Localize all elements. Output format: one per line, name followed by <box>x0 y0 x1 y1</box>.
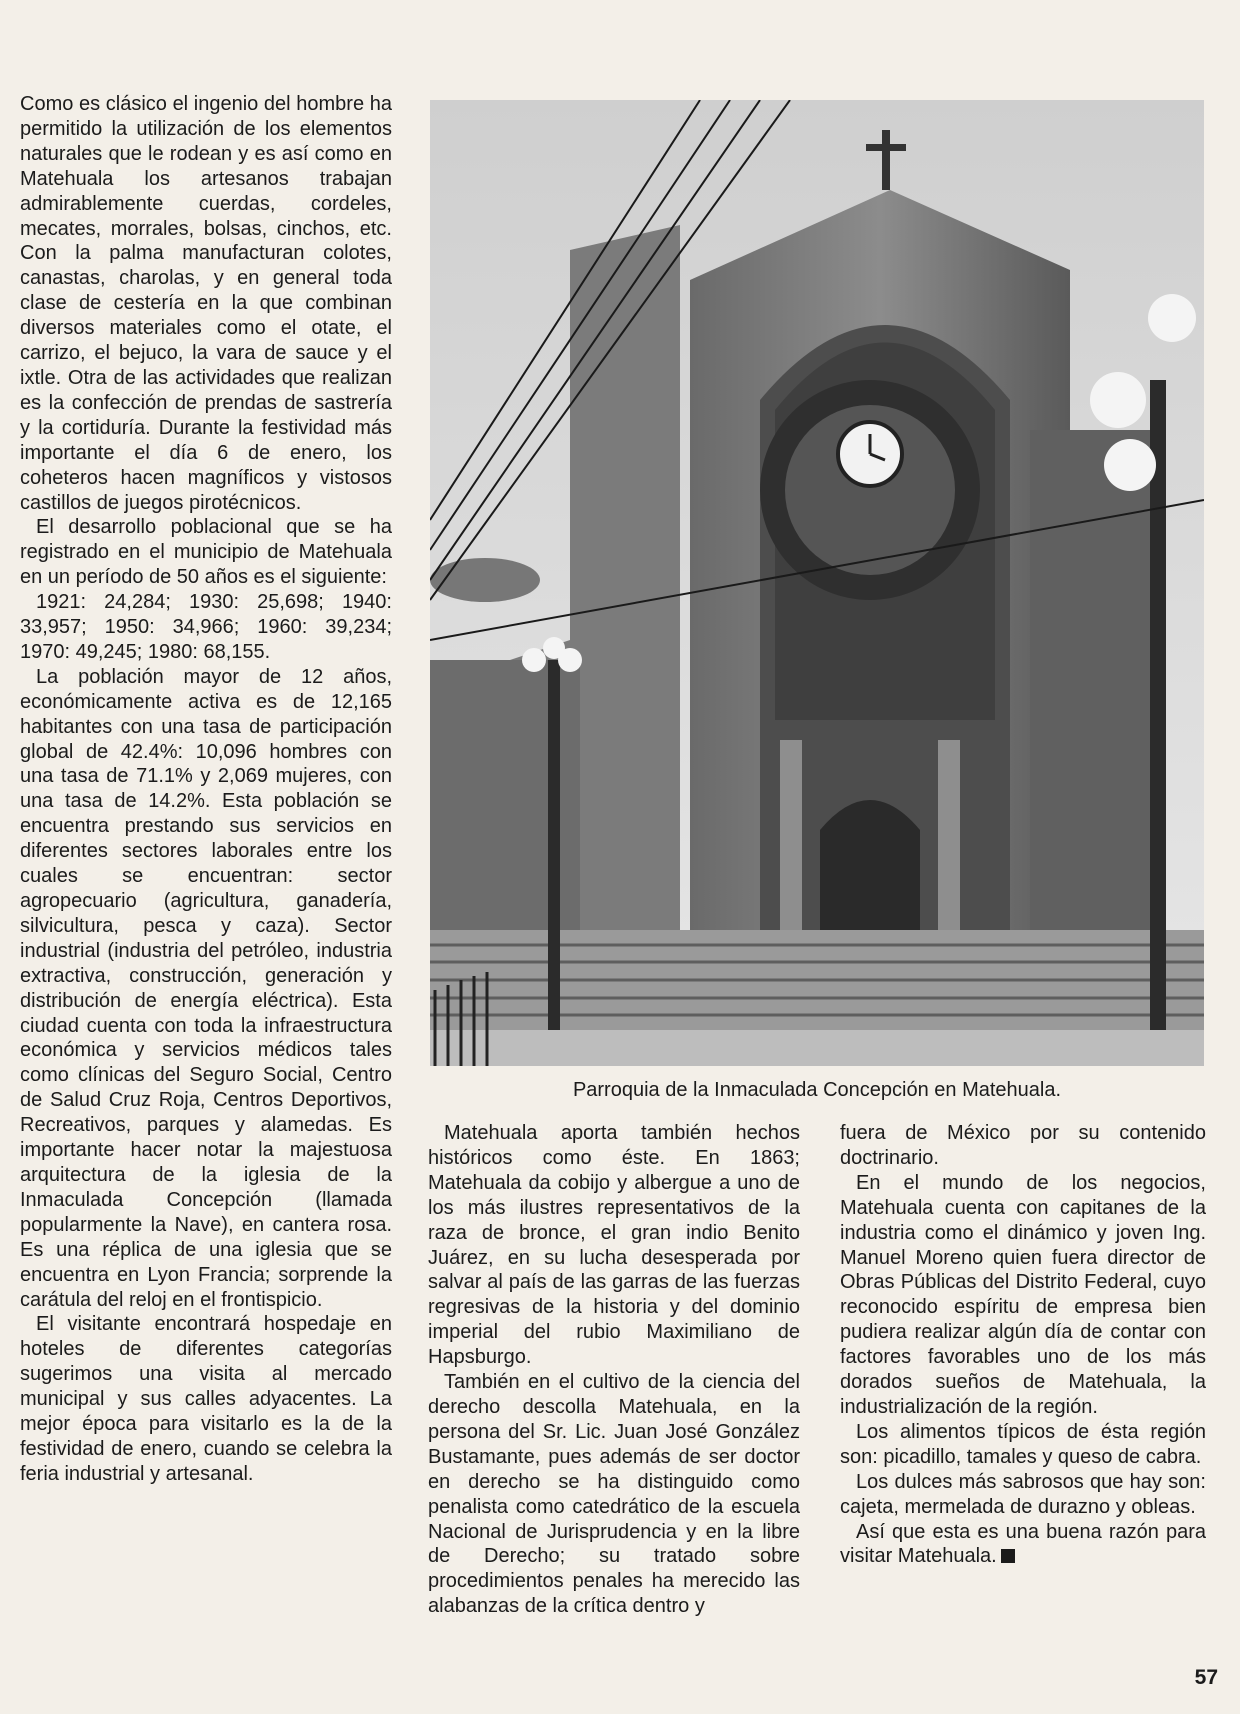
paragraph: Matehuala aporta también hechos históricos como éste. En 1863; Matehuala da cobijo y albergue a uno de los más ilustres representativos de la raza de bronce, el gran indio Benito Juárez, en su lucha desesperada por salvar al país de las garras de las fuerzas regresivas de la historia y del dominio imperial del rubio Maximiliano de Hapsburgo. <box>428 1122 800 1369</box>
paragraph: fuera de México por su contenido doctrinario. <box>840 1122 1206 1169</box>
paragraph: El desarrollo poblacional que se ha registrado en el municipio de Matehuala en un período de 50 años es el siguiente: <box>20 516 392 589</box>
closing-paragraph <box>840 1520 1206 1570</box>
end-mark-icon <box>1001 1549 1015 1563</box>
photo-caption: Parroquia de la Inmaculada Concepción en Matehuala. <box>572 1079 1062 1101</box>
church-photo <box>430 100 1204 1066</box>
page-number: 57 <box>1194 1666 1218 1689</box>
paragraph-text: Así que esta es una buena razón para visitar Matehuala. <box>840 1520 1206 1568</box>
right-column <box>840 1121 1206 1569</box>
paragraph: El visitante encontrará hospedaje en hoteles de diferentes categorías sugerimos una visita al mercado municipal y sus calles adyacentes. La mejor época para visitarlo es la de la festividad de enero, cuando se celebra la feria industrial y artesanal. <box>20 1313 392 1485</box>
paragraph: En el mundo de los negocios, Matehuala cuenta con capitanes de la industria como el dinámico y joven Ing. Manuel Moreno quien fuera director de Obras Públicas del Distrito Federal, cuyo reconocido espíritu de empresa bien pudiera realizar algún día de contar con factores favorables uno de los más dorados sueños de Matehuala, la industrialización de la región. <box>840 1171 1206 1418</box>
paragraph: La población mayor de 12 años, económicamente activa es de 12,165 habitantes con una tasa de participación global de 42.4%: 10,096 hombres con una tasa de 71.1% y 2,069 mujeres, con una tasa de 14.2%. Esta población se encuentra prestando sus servicios en diferentes sectores laborales entre los cuales se encuentran: sector agropecuario (agricultura, ganadería, silvicultura, pesca y caza). Sector industrial (industria del petróleo, industria extractiva, construcción, generación y distribución de energía eléctrica). Esta ciudad cuenta con toda la infraestructura económica y servicios médicos tales como clínicas del Seguro Social, Centro de Salud Cruz Roja, Centros Deportivos, Recreativos, parques y alamedas. Es importante hacer notar la majestuosa arquitectura de la iglesia de la Inmaculada Concepción (llamada popularmente la Nave), en cantera rosa. Es una réplica de una iglesia que se encuentra en Lyon Francia; sorprende la carátula del reloj en el frontispicio. <box>20 665 392 1311</box>
paragraph: Los alimentos típicos de ésta región son: picadillo, tamales y queso de cabra. <box>840 1420 1206 1468</box>
middle-column <box>428 1121 800 1619</box>
paragraph: Los dulces más sabrosos que hay son: cajeta, mermelada de durazno y obleas. <box>840 1470 1206 1518</box>
paragraph: También en el cultivo de la ciencia del derecho descolla Matehuala, en la persona del Sr. Lic. Juan José González Bustamante, pues además de ser doctor en derecho se ha distinguido como penalista como catedrático de la escuela Nacional de Jurisprudencia y en la libre de Derecho; su tratado sobre procedimientos penales ha merecido las alabanzas de la crítica dentro y <box>428 1371 800 1618</box>
paragraph: 1921: 24,284; 1930: 25,698; 1940: 33,957; 1950: 34,966; 1960: 39,234; 1970: 49,245; 1980: 68,155. <box>20 591 392 663</box>
church-photo-illustration <box>430 100 1204 1066</box>
left-column <box>20 92 392 1487</box>
paragraph: Como es clásico el ingenio del hombre ha permitido la utilización de los elementos naturales que le rodean y es así como en Matehuala los artesanos trabajan admirablemente cuerdas, cordeles, mecates, morrales, bolsas, cinchos, etc. Con la palma manufacturan colotes, canastas, charolas, y en general toda clase de cestería en la que combinan diversos materiales como el otate, el carrizo, el bejuco, la vara de sauce y el ixtle. Otra de las actividades que realizan es la confección de prendas de sastrería y la cortiduría. Durante la festividad más importante el día 6 de enero, los coheteros hacen magníficos y vistosos castillos de juegos pirotécnicos. <box>20 93 392 514</box>
